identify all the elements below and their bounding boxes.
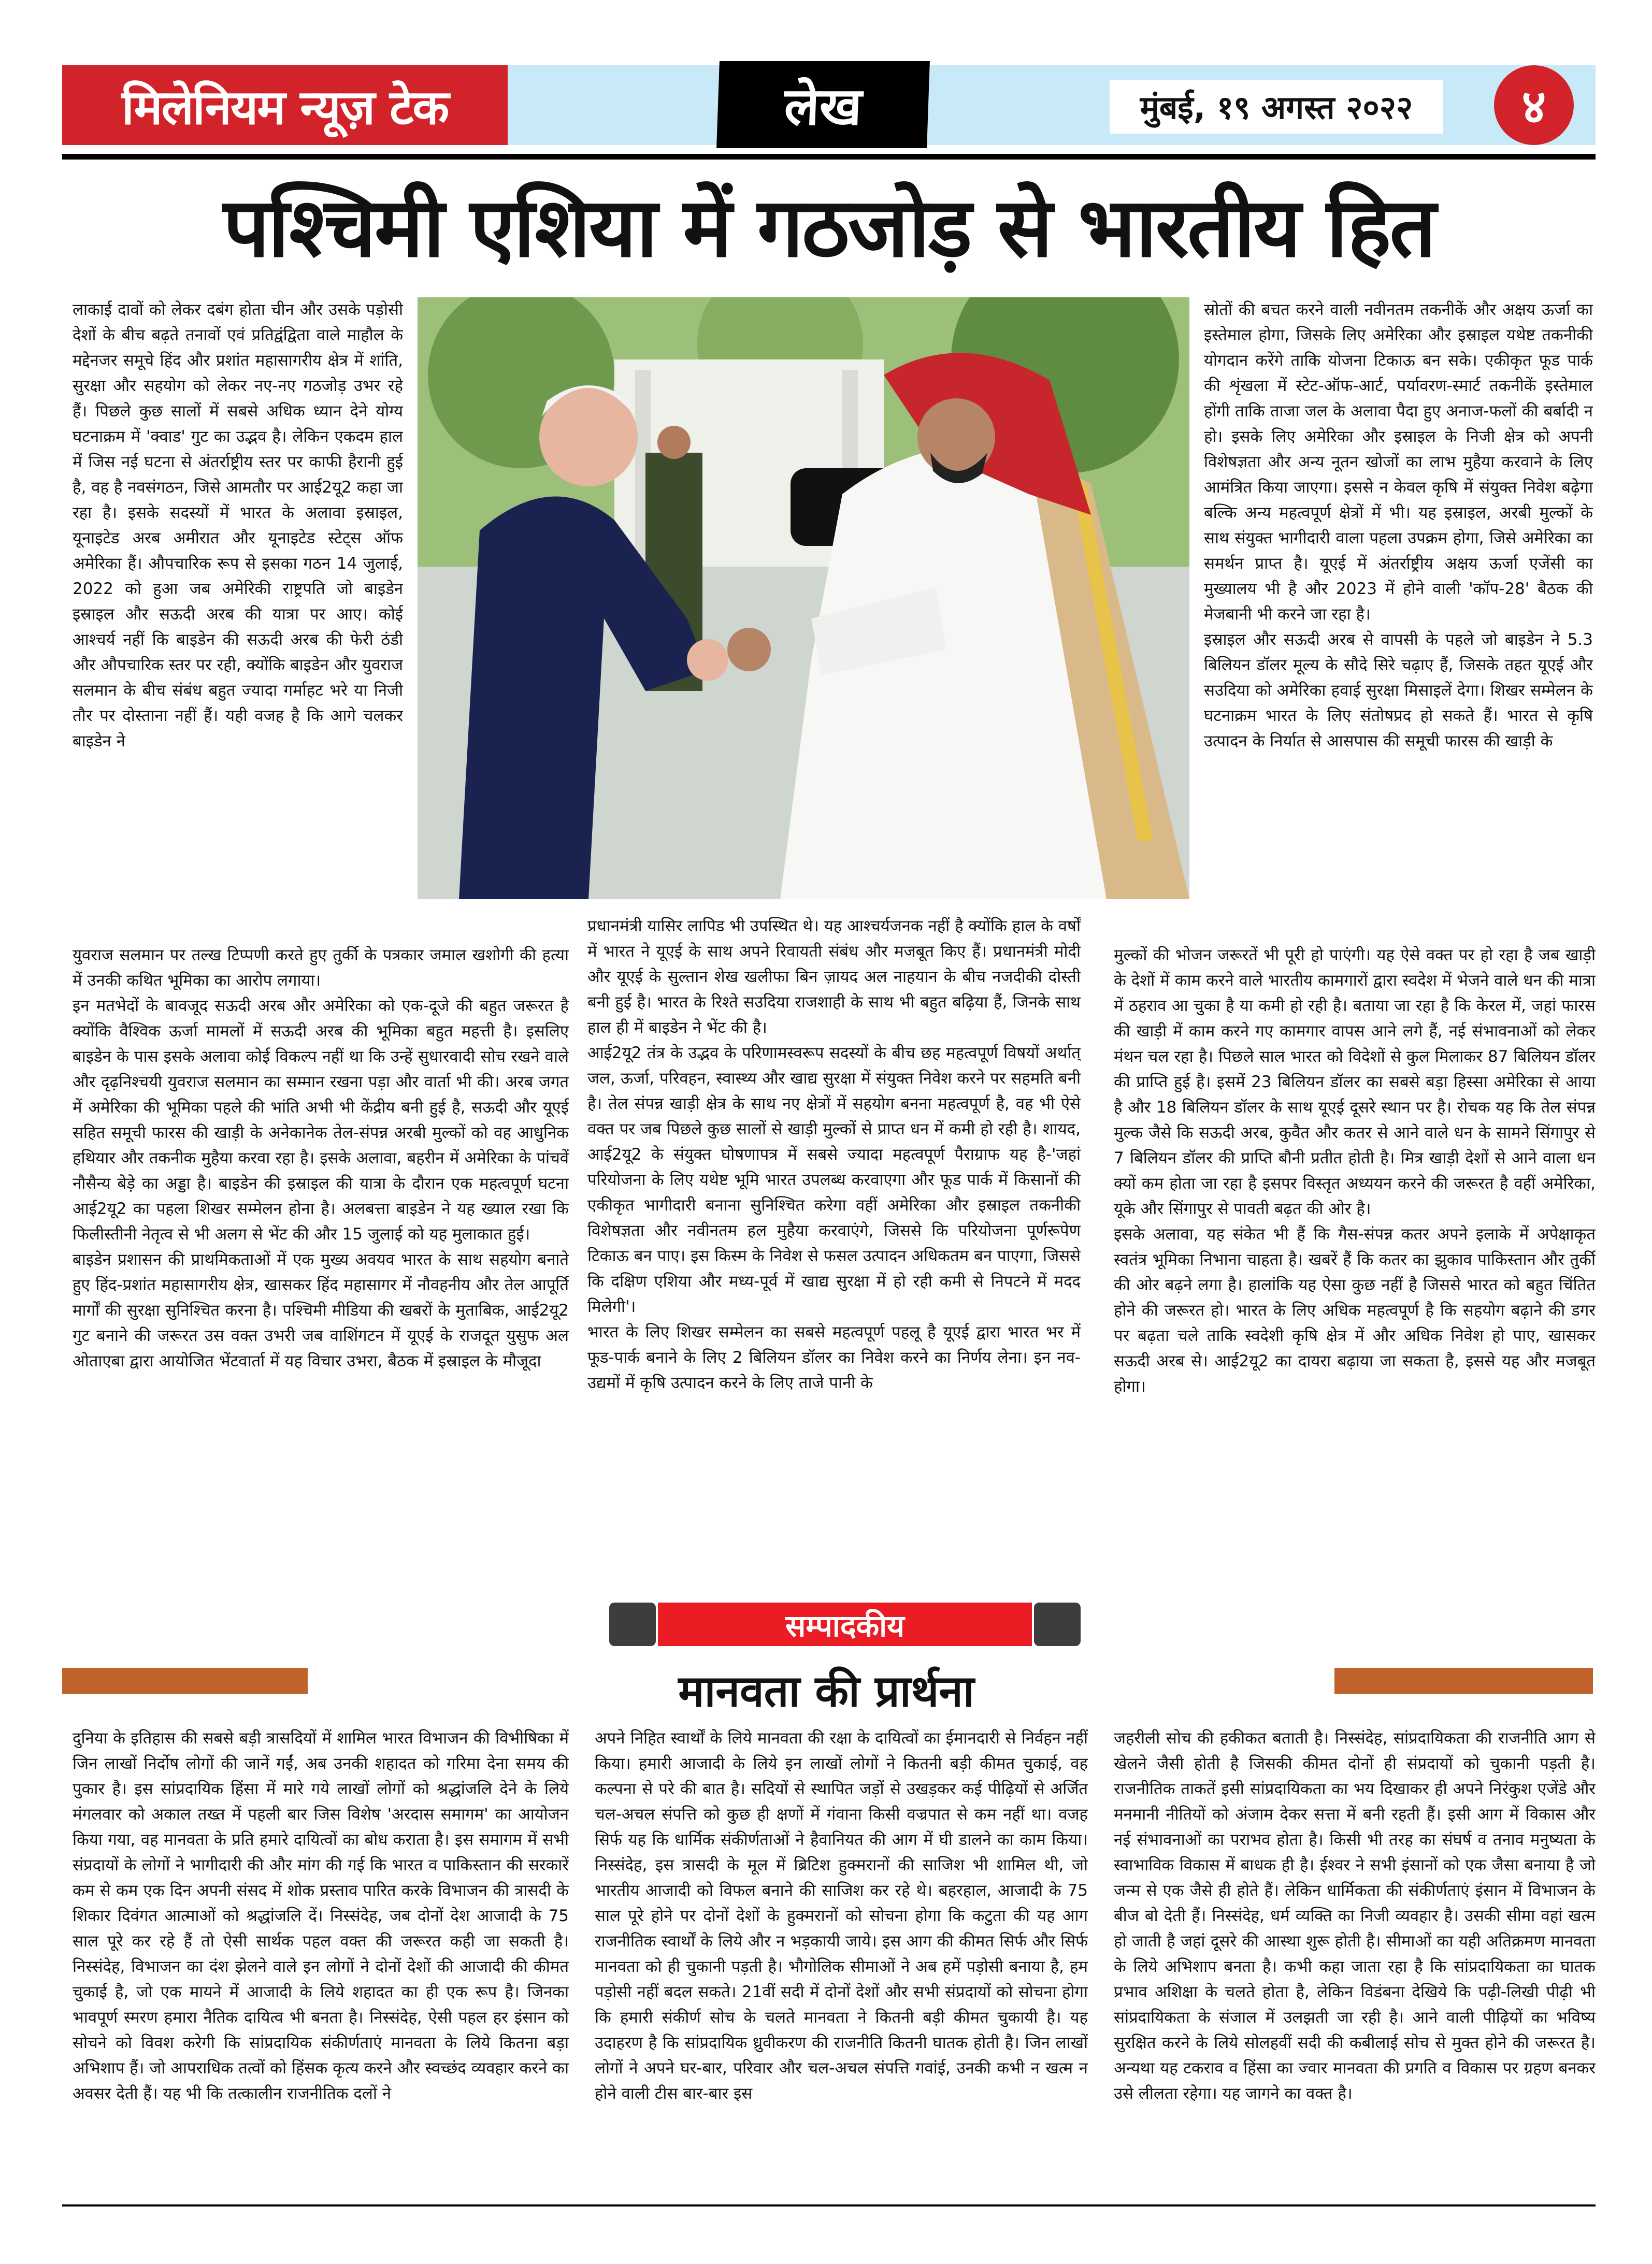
paragraph: युवराज सलमान पर तल्ख टिप्पणी करते हुए तुर्की के पत्रकार जमाल खशोगी की हत्या में उनकी कथित भूमिका का आरोप लगाया। bbox=[73, 946, 569, 990]
decorative-bar-right bbox=[1334, 1668, 1593, 1694]
paragraph: भारत के लिए शिखर सम्मेलन का सबसे महत्वपूर्ण पहलू है यूएई द्वारा भारत भर में फूड-पार्क बनाने के लिए 2 बिलियन डॉलर का निवेश करने का निर्णय लेना। इन नव-उद्यमों में कृषि उत्पादन करने के लिए ताजे पानी के bbox=[587, 1323, 1081, 1392]
editorial-banner bbox=[609, 1603, 1081, 1646]
section-label: लेख bbox=[716, 61, 930, 148]
paragraph: अपने निहित स्वार्थों के लिये मानवता की रक्षा के दायित्वों का ईमानदारी से निर्वहन नहीं किया। हमारी आजादी के लिये इन लाखों लोगों ने कितनी बड़ी कीमत चुकाई, वह कल्पना से परे की बात है। सदियों से स्थापित जड़ों से उखड़कर कई पीढ़ियों से अर्जित चल-अचल संपत्ति को कुछ ही क्षणों में गंवाना किसी वज्रपात से कम नहीं था। वजह सिर्फ यह कि धार्मिक संकीर्णताओं ने हैवानियत की आग में घी डालने का काम किया। निस्संदेह, इस त्रासदी के मूल में ब्रिटिश हुक्मरानों की साजिश भी शामिल थी, जो भारतीय आजादी को विफल बनाने की साजिश कर रहे थे। बहरहाल, आजादी के 75 साल पूरे होने पर दोनों देशों के हुक्मरानों को सोचना होगा कि कटुता की यह आग राजनीतिक स्वार्थों के लिये और न भड़कायी जाये। इस आग की कीमत सिर्फ और सिर्फ मानवता को ही चुकानी पड़ती है। भौगोलिक सीमाओं ने अब हमें पड़ोसी बनाया है, हम पड़ोसी नहीं बदल सकते। 21वीं सदी में दोनों देशों और सभी संप्रदायों को सोचना होगा कि हमारी संकीर्ण सोच के चलते मानवता ने कितनी बड़ी कीमत चुकायी है। यह उदाहरण है कि सांप्रदायिक ध्रुवीकरण की राजनीति कितनी घातक होती है। जिन लाखों लोगों ने अपने घर-बार, परिवार और चल-अचल संपत्ति गवांई, उनकी कभी न खत्म न होने वाली टीस बार-बार इस bbox=[595, 1729, 1088, 2103]
banner-cap-left bbox=[609, 1603, 656, 1646]
article-column-left-top bbox=[73, 297, 403, 942]
decorative-bar-left bbox=[62, 1668, 308, 1694]
paragraph: प्रधानमंत्री यासिर लापिड भी उपस्थित थे। यह आश्चर्यजनक नहीं है क्योंकि हाल के वर्षों में भारत ने यूएई के साथ अपने रिवायती संबंध और मजबूत किए हैं। प्रधानमंत्री मोदी और यूएई के सुल्तान शेख खलीफा बिन ज़ायद अल नाहयान के बीच नजदीकी दोस्ती बनी हुई है। भारत के रिश्ते सउदिया राजशाही के साथ भी बहुत बढ़िया हैं, जिनके साथ हाल ही में बाइडेन ने भेंट की है। bbox=[587, 917, 1081, 1037]
article-column-right-top bbox=[1204, 297, 1593, 942]
paragraph: बाइडेन प्रशासन की प्राथमिकताओं में एक मुख्य अवयव भारत के साथ सहयोग बनाते हुए हिंद-प्रशांत महासागरीय क्षेत्र, खासकर हिंद महासागर में नौवहनीय और तेल आपूर्ति मार्गों की सुरक्षा सुनिश्चित करना है। पश्चिमी मीडिया की खबरों के मुताबिक, आई2यू2 गुट बनाने की जरूरत उस वक्त उभरी जब वाशिंगटन में यूएई के राजदूत युसुफ अल ओताएबा द्वारा आयोजित भेंटवार्ता में यह विचार उभरा, बैठक में इस्राइल के मौजूदा bbox=[73, 1250, 569, 1371]
paragraph: लाकाई दावों को लेकर दबंग होता चीन और उसके पड़ोसी देशों के बीच बढ़ते तनावों एवं प्रतिद्वंद्विता वाले माहौल के मद्देनजर समूचे हिंद और प्रशांत महासागरीय क्षेत्र में शांति, सुरक्षा और सहयोग को लेकर नए-नए गठजोड़ उभर रहे हैं। पिछले कुछ सालों में सबसे अधिक ध्यान देने योग्य घटनाक्रम में 'क्वाड' गुट का उद्भव है। लेकिन एकदम हाल में जिस नई घटना से अंतर्राष्ट्रीय स्तर पर काफी हैरानी हुई है, वह है नवसंगठन, जिसे आमतौर पर आई2यू2 कहा जा रहा है। इसके सदस्यों में भारत के अलावा इस्राइल, यूनाइटेड अरब अमीरात और यूनाइटेड स्टेट्स ऑफ अमेरिका हैं। औपचारिक रूप से इसका गठन 14 जुलाई, 2022 को हुआ जब अमेरिकी राष्ट्रपति जो बाइडेन इस्राइल और सऊदी अरब की यात्रा पर आए। कोई आश्चर्य नहीं कि बाइडेन की सऊदी अरब की फेरी ठंडी और औपचारिक स्तर पर रही, क्योंकि बाइडेन और युवराज सलमान के बीच संबंध बहुत ज्यादा गर्माहट भरे या निजी तौर पर दोस्ताना नहीं हैं। यही वजह है कि आगे चलकर बाइडेन ने bbox=[73, 300, 403, 751]
editorial-title: मानवता की प्रार्थना bbox=[678, 1666, 974, 1717]
editorial-column-1 bbox=[73, 1726, 569, 2192]
page-number-badge: ४ bbox=[1494, 65, 1574, 145]
paragraph: इसके अलावा, यह संकेत भी हैं कि गैस-संपन्न कतर अपने इलाके में अपेक्षाकृत स्वतंत्र भूमिका निभाना चाहता है। खबरें हैं कि कतर का झुकाव पाकिस्तान और तुर्की की ओर बढ़ने लगा है। हालांकि यह ऐसा कुछ नहीं है जिससे भारत को बहुत चिंतित होने की जरूरत हो। भारत के लिए अधिक महत्वपूर्ण है कि सहयोग बढ़ाने की डगर पर बढ़ता चले ताकि स्वदेशी कृषि क्षेत्र में और अधिक निवेश हो पाए, खासकर सऊदी अरब से। आई2यू2 का दायरा बढ़ाया जा सकता है, इससे यह और मजबूत होगा। bbox=[1114, 1225, 1596, 1396]
article-column-middle bbox=[587, 914, 1081, 1577]
banner-cap-right bbox=[1034, 1603, 1081, 1646]
editorial-column-2 bbox=[595, 1726, 1088, 2192]
article-column-right-bottom bbox=[1114, 943, 1596, 1577]
footer-divider bbox=[62, 2204, 1596, 2207]
masthead-divider bbox=[62, 154, 1596, 160]
newspaper-brand: मिलेनियम न्यूज़ टेक bbox=[62, 65, 508, 145]
paragraph: स्रोतों की बचत करने वाली नवीनतम तकनीकें और अक्षय ऊर्जा का इस्तेमाल होगा, जिसके लिए अमेरिका और इस्राइल यथेष्ट तकनीकी योगदान करेंगे ताकि योजना टिकाऊ बन सके। एकीकृत फूड पार्क की शृंखला में स्टेट-ऑफ-आर्ट, पर्यावरण-स्मार्ट तकनीकें इस्तेमाल होंगी ताकि ताजा जल के अलावा पैदा हुए अनाज-फलों की बर्बादी न हो। इसके लिए अमेरिका और इस्राइल के निजी क्षेत्र को अपनी विशेषज्ञता और अन्य नूतन खोजों का लाभ मुहैया करवाने के लिए आमंत्रित किया जाएगा। इससे न केवल कृषि में संयुक्त निवेश बढ़ेगा बल्कि अन्य महत्वपूर्ण क्षेत्रों में भी। यह इस्राइल, अरबी मुल्कों के साथ संयुक्त भागीदारी वाला पहला उपक्रम होगा, जिसे अमेरिका का समर्थन प्राप्त है। यूएई में अंतर्राष्ट्रीय अक्षय ऊर्जा एजेंसी का मुख्यालय भी है और 2023 में होने वाली 'कॉप-28' बैठक की मेजबानी भी करने जा रहा है। bbox=[1204, 300, 1593, 624]
article-headline: पश्चिमी एशिया में गठजोड़ से भारतीय हित bbox=[223, 180, 1435, 276]
paragraph: इन मतभेदों के बावजूद सऊदी अरब और अमेरिका को एक-दूजे की बहुत जरूरत है क्योंकि वैश्विक ऊर्जा मामलों में सऊदी अरब की भूमिका बहुत महत्ती है। इसलिए बाइडेन के पास इसके अलावा कोई विकल्प नहीं था कि उन्हें सुधारवादी सोच रखने वाले और दृढ़निश्चयी युवराज सलमान का सम्मान रखना पड़ा और वार्ता भी की। अरब जगत में अमेरिका की भूमिका पहले की भांति अभी भी केंद्रीय बनी हुई है, सऊदी और यूएई सहित समूची फारस की खाड़ी के अनेकानेक तेल-संपन्न अरबी मुल्कों को वह आधुनिक हथियार और तकनीक मुहैया करवा रहा है। इसके अलावा, बहरीन में अमेरिका के पांचवें नौसैन्य बेड़े का अड्डा है। बाइडेन की इस्राइल की यात्रा के दौरान एक महत्वपूर्ण घटना आई2यू2 का पहला शिखर सम्मेलन होना है। अलबत्ता बाइडेन ने यह ख्याल रखा कि फिलीस्तीनी नेतृत्व से भी अलग से भेंट की और 15 जुलाई को यह मुलाकात हुई। bbox=[73, 997, 569, 1244]
paragraph: जहरीली सोच की हकीकत बताती है। निस्संदेह, सांप्रदायिकता की राजनीति आग से खेलने जैसी होती है जिसकी कीमत दोनों ही संप्रदायों को चुकानी पड़ती है। राजनीतिक ताकतें इसी सांप्रदायिकता का भय दिखाकर ही अपने निरंकुश एजेंडे और मनमानी नीतियों को अंजाम देकर सत्ता में बनी रहती हैं। इसी आग में विकास और नई संभावनाओं का पराभव होता है। किसी भी तरह का संघर्ष व तनाव मनुष्यता के स्वाभाविक विकास में बाधक ही है। ईश्वर ने सभी इंसानों को एक जैसा बनाया है जो जन्म से एक जैसे ही होते हैं। लेकिन धार्मिकता की संकीर्णताएं इंसान में विभाजन के बीज बो देती हैं। निस्संदेह, धर्म व्यक्ति का निजी व्यवहार है। उसकी सीमा वहां खत्म हो जाती है जहां दूसरे की आस्था शुरू होती है। सीमाओं का यही अतिक्रमण मानवता के लिये अभिशाप बनता है। कभी कहा जाता रहा है कि सांप्रदायिकता का घातक प्रभाव अशिक्षा के चलते होता है, लेकिन विडंबना देखिये कि पढ़ी-लिखी पीढ़ी भी सांप्रदायिकता के संजाल में उलझती जा रही है। आने वाली पीढ़ियों का भविष्य सुरक्षित करने के लिये सोलहवीं सदी की कबीलाई सोच से मुक्त होने की जरूरत है। अन्यथा यह टकराव व हिंसा का ज्वार मानवता की प्रगति व विकास पर ग्रहण बनकर उसे लीलता रहेगा। यह जागने का वक्त है। bbox=[1114, 1729, 1596, 2103]
paragraph: दुनिया के इतिहास की सबसे बड़ी त्रासदियों में शामिल भारत विभाजन की विभीषिका में जिन लाखों निर्दोष लोगों की जानें गईं, अब उनकी शहादत को गरिमा देना समय की पुकार है। इस सांप्रदायिक हिंसा में मारे गये लाखों लोगों को श्रद्धांजलि देने के लिये मंगलवार को अकाल तख्त में पहली बार जिस विशेष 'अरदास समागम' का आयोजन किया गया, वह मानवता के प्रति हमारे दायित्वों का बोध कराता है। इस समागम में सभी संप्रदायों के लोगों ने भागीदारी की और मांग की गई कि भारत व पाकिस्तान की सरकारें कम से कम एक दिन अपनी संसद में शोक प्रस्ताव पारित करके विभाजन की त्रासदी के शिकार दिवंगत आत्माओं को श्रद्धांजलि दें। निस्संदेह, जब दोनों देश आजादी के 75 साल पूरे कर रहे हैं तो ऐसी सार्थक पहल वक्त की जरूरत कही जा सकती है। निस्संदेह, विभाजन का दंश झेलने वाले इन लोगों ने दोनों देशों की आजादी की कीमत चुकाई है, जो एक मायने में आजादी के लिये शहादत का ही एक रूप है। जिनका भावपूर्ण स्मरण हमारा नैतिक दायित्व भी बनता है। निस्संदेह, ऐसी पहल हर इंसान को सोचने को विवश करेगी कि सांप्रदायिक संकीर्णताएं मानवता के लिये कितना बड़ा अभिशाप हैं। जो आपराधिक तत्वों को हिंसक कृत्य करने और स्वच्छंद व्यवहार करने का अवसर देती हैं। यह भी कि तत्कालीन राजनीतिक दलों ने bbox=[73, 1729, 569, 2103]
issue-date: मुंबई, १९ अगस्त २०२२ bbox=[1110, 80, 1443, 134]
news-photo-leaders-fist-bump-icon bbox=[418, 297, 1189, 899]
article-column-left-bottom bbox=[73, 943, 569, 1577]
editorial-label: सम्पादकीय bbox=[658, 1603, 1032, 1646]
editorial-column-3 bbox=[1114, 1726, 1596, 2192]
paragraph: इस्राइल और सऊदी अरब से वापसी के पहले जो बाइडेन ने 5.3 बिलियन डॉलर मूल्य के सौदे सिरे चढ़ाए हैं, जिसके तहत यूएई और सउदिया को अमेरिका हवाई सुरक्षा मिसाइलें देगा। शिखर सम्मेलन के घटनाक्रम भारत के लिए संतोषप्रद हो सकते हैं। भारत से कृषि उत्पादन के निर्यात से आसपास की समूची फारस की खाड़ी के bbox=[1204, 630, 1593, 751]
paragraph: आई2यू2 तंत्र के उद्भव के परिणामस्वरूप सदस्यों के बीच छह महत्वपूर्ण विषयों अर्थात् जल, ऊर्जा, परिवहन, स्वास्थ्य और खाद्य सुरक्षा में संयुक्त निवेश करने पर सहमति बनी है। तेल संपन्न खाड़ी क्षेत्र के साथ नए क्षेत्रों में सहयोग बनना महत्वपूर्ण है, वह भी ऐसे वक्त पर जब पिछले कुछ सालों से खाड़ी मुल्कों से प्राप्त धन में कमी हो रही है। शायद, आई2यू2 के संयुक्त घोषणापत्र में सबसे ज्यादा महत्वपूर्ण पैराग्राफ यह है-'जहां परियोजना के लिए यथेष्ट भूमि भारत उपलब्ध करवाएगा और फूड पार्क में किसानों की एकीकृत भागीदारी बनाना सुनिश्चित करेगा वहीं अमेरिका और इस्राइल तकनीकी विशेषज्ञता और नवीनतम हल मुहैया करवाएंगे, जिससे कि परियोजना पूर्णरूपेण टिकाऊ बन पाए। इस किस्म के निवेश से फसल उत्पादन अधिकतम बन पाएगा, जिससे कि दक्षिण एशिया और मध्य-पूर्व में खाद्य सुरक्षा में हो रही कमी से निपटने में मदद मिलेगी'। bbox=[587, 1044, 1081, 1316]
paragraph: मुल्कों की भोजन जरूरतें भी पूरी हो पाएंगी। यह ऐसे वक्त पर हो रहा है जब खाड़ी के देशों में काम करने वाले भारतीय कामगारों द्वारा स्वदेश में भेजने वाले धन की मात्रा में ठहराव आ चुका है या कमी हो रही है। बताया जा रहा है कि केरल में, जहां फारस की खाड़ी में काम करने गए कामगार वापस आने लगे हैं, नई संभावनाओं को लेकर मंथन चल रहा है। पिछले साल भारत को विदेशों से कुल मिलाकर 87 बिलियन डॉलर की प्राप्ति हुई है। इसमें 23 बिलियन डॉलर का सबसे बड़ा हिस्सा अमेरिका से आया है और 18 बिलियन डॉलर के साथ यूएई दूसरे स्थान पर है। रोचक यह कि तेल संपन्न मुल्क जैसे कि सऊदी अरब, कुवैत और कतर से आने वाले धन के सामने सिंगापुर से 7 बिलियन डॉलर की प्राप्ति बौनी प्रतीत होती है। मित्र खाड़ी देशों से आने वाला धन क्यों कम होता जा रहा है इसपर विस्तृत अध्ययन करने की जरूरत है वहीं अमेरिका, यूके और सिंगापुर से पावती बढ़त की ओर है। bbox=[1114, 946, 1596, 1218]
article-photo bbox=[418, 297, 1189, 899]
